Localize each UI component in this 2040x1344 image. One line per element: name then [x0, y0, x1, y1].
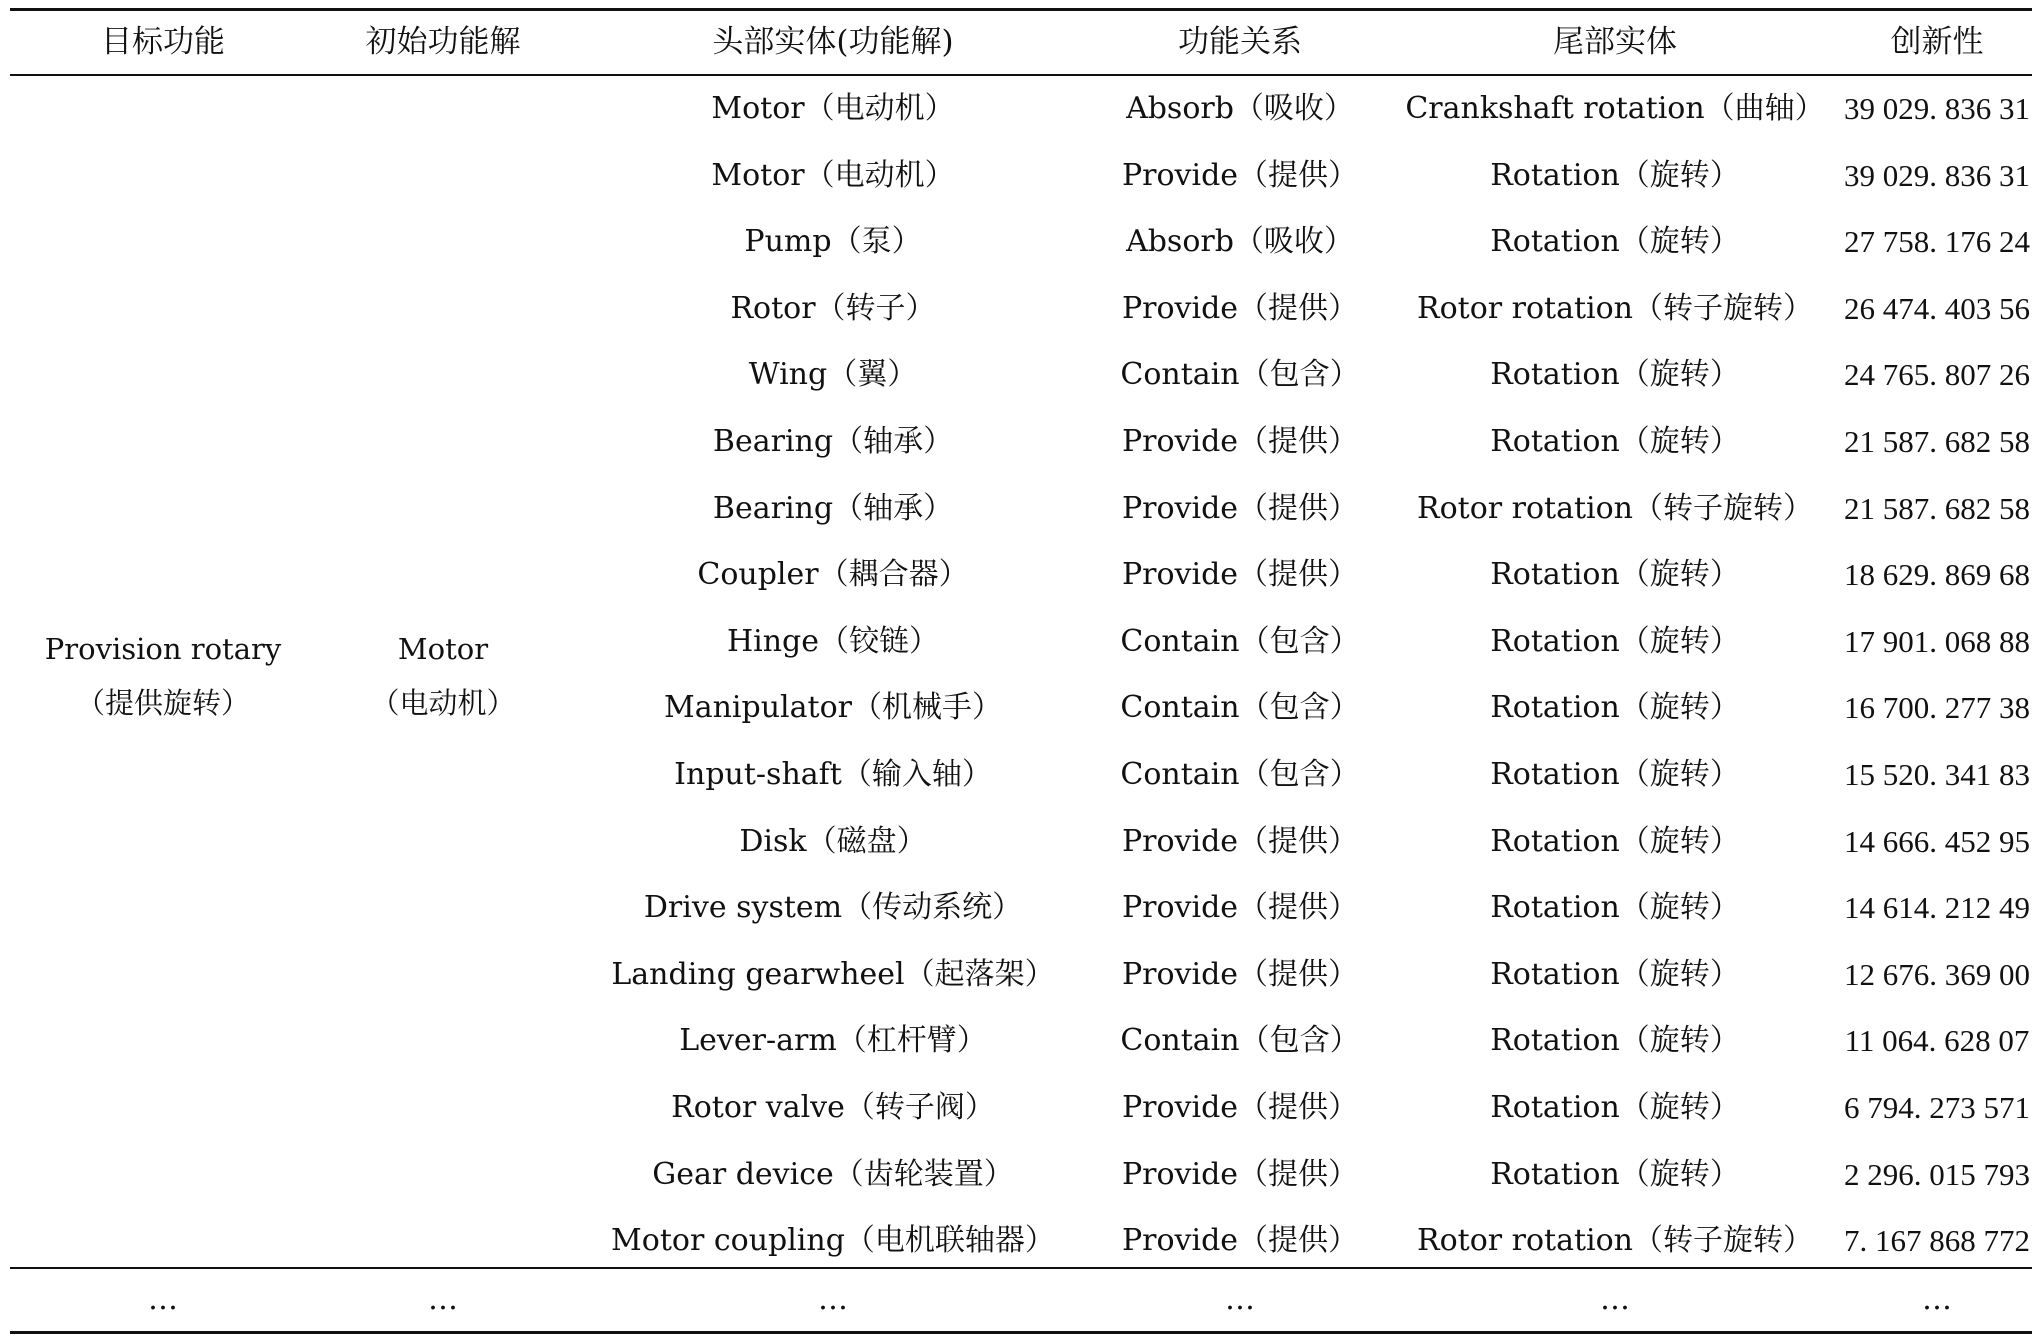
column-header: 初始功能解	[365, 24, 521, 60]
novelty-cell: 11 064. 628 07	[1844, 1023, 2030, 1059]
head-entity-cell: Rotor valve（转子阀）	[671, 1090, 995, 1125]
relation-cell: Provide（提供）	[1121, 1090, 1359, 1125]
tail-entity-cell: Rotation（旋转）	[1490, 690, 1740, 726]
novelty-cell: 2 296. 015 793	[1844, 1156, 2030, 1192]
ellipsis-cell: …	[428, 1282, 458, 1317]
relation-cell: Provide（提供）	[1121, 157, 1359, 193]
relation-cell: Contain（包含）	[1120, 1023, 1360, 1059]
head-entity-cell: Pump（泵）	[744, 224, 922, 260]
ellipsis-cell: …	[1922, 1282, 1952, 1317]
relation-cell: Absorb（吸收）	[1126, 91, 1354, 126]
tail-entity-cell: Rotation（旋转）	[1490, 757, 1740, 792]
head-entity-cell: Drive system（传动系统）	[643, 890, 1023, 926]
tail-entity-cell: Rotation（旋转）	[1490, 890, 1740, 926]
relation-cell: Provide（提供）	[1121, 290, 1359, 326]
head-entity-cell: Motor（电动机）	[711, 157, 955, 193]
head-entity-cell: Motor（电动机）	[711, 91, 955, 126]
novelty-cell: 6 794. 273 571	[1844, 1090, 2030, 1125]
relation-cell: Provide（提供）	[1121, 424, 1359, 459]
novelty-cell: 39 029. 836 31	[1844, 91, 2030, 126]
novelty-cell: 7. 167 868 772	[1844, 1223, 2030, 1259]
relation-cell: Contain（包含）	[1120, 757, 1360, 792]
head-entity-cell: Rotor（转子）	[730, 290, 936, 326]
head-entity-cell: Hinge（铰链）	[726, 623, 940, 659]
novelty-cell: 14 614. 212 49	[1844, 890, 2030, 926]
head-entity-cell: Bearing（轴承）	[712, 490, 954, 526]
tail-entity-cell: Rotation（旋转）	[1490, 823, 1740, 859]
column-header: 功能关系	[1178, 24, 1302, 60]
relation-cell: Provide（提供）	[1121, 490, 1359, 526]
head-entity-cell: Gear device（齿轮装置）	[652, 1156, 1014, 1192]
relation-cell: Provide（提供）	[1121, 956, 1359, 992]
head-entity-cell: Input-shaft（输入轴）	[674, 757, 992, 792]
novelty-cell: 21 587. 682 58	[1844, 424, 2030, 459]
tail-entity-cell: Rotation（旋转）	[1490, 157, 1740, 193]
tail-entity-cell: Rotor rotation（转子旋转）	[1416, 490, 1814, 526]
ellipsis-cell: …	[1225, 1282, 1255, 1317]
novelty-cell: 14 666. 452 95	[1844, 823, 2030, 859]
relation-cell: Contain（包含）	[1120, 690, 1360, 726]
relation-cell: Provide（提供）	[1121, 557, 1359, 593]
novelty-cell: 18 629. 869 68	[1844, 557, 2030, 593]
tail-entity-cell: Rotation（旋转）	[1490, 1156, 1740, 1192]
tail-entity-cell: Rotation（旋转）	[1490, 956, 1740, 992]
novelty-cell: 15 520. 341 83	[1844, 757, 2030, 792]
novelty-cell: 17 901. 068 88	[1844, 623, 2030, 659]
tail-entity-cell: Rotor rotation（转子旋转）	[1416, 290, 1814, 326]
head-entity-cell: Motor coupling（电机联轴器）	[611, 1223, 1055, 1259]
column-header: 头部实体(功能解)	[712, 24, 954, 60]
tail-entity-cell: Rotation（旋转）	[1490, 1090, 1740, 1125]
target-function-zh: （提供旋转）	[75, 686, 250, 720]
novelty-cell: 24 765. 807 26	[1844, 357, 2030, 393]
head-entity-cell: Bearing（轴承）	[712, 424, 954, 459]
tail-entity-cell: Rotation（旋转）	[1490, 424, 1740, 459]
relation-cell: Provide（提供）	[1121, 1223, 1359, 1259]
novelty-cell: 21 587. 682 58	[1844, 490, 2030, 526]
initial-solution-zh: （电动机）	[370, 686, 516, 720]
column-header: 创新性	[1890, 24, 1984, 60]
head-entity-cell: Disk（磁盘）	[739, 823, 927, 859]
head-entity-cell: Landing gearwheel（起落架）	[611, 956, 1055, 992]
top-rule	[10, 8, 2032, 11]
header-rule	[10, 74, 2032, 76]
ellipsis-cell: …	[1600, 1282, 1630, 1317]
tail-entity-cell: Crankshaft rotation（曲轴）	[1405, 91, 1825, 126]
bottom-rule	[10, 1331, 2032, 1334]
body-end-rule	[10, 1267, 2032, 1269]
target-function-en: Provision rotary	[44, 632, 282, 666]
tail-entity-cell: Rotation（旋转）	[1490, 224, 1740, 260]
initial-solution-cell	[370, 622, 515, 730]
head-entity-cell: Wing（翼）	[748, 357, 918, 393]
relation-cell: Provide（提供）	[1121, 890, 1359, 926]
novelty-cell: 39 029. 836 31	[1844, 157, 2030, 193]
head-entity-cell: Coupler（耦合器）	[697, 557, 969, 593]
tail-entity-cell: Rotation（旋转）	[1490, 557, 1740, 593]
ellipsis-cell: …	[818, 1282, 848, 1317]
column-header: 目标功能	[101, 24, 225, 60]
relation-cell: Provide（提供）	[1121, 1156, 1359, 1192]
column-header: 尾部实体	[1553, 24, 1677, 60]
ellipsis-cell: …	[148, 1282, 178, 1317]
relation-cell: Absorb（吸收）	[1126, 224, 1354, 260]
tail-entity-cell: Rotor rotation（转子旋转）	[1416, 1223, 1814, 1259]
tail-entity-cell: Rotation（旋转）	[1490, 623, 1740, 659]
relation-cell: Contain（包含）	[1120, 357, 1360, 393]
novelty-cell: 16 700. 277 38	[1844, 690, 2030, 726]
head-entity-cell: Lever-arm（杠杆臂）	[679, 1023, 987, 1059]
initial-solution-en: Motor	[397, 632, 489, 666]
target-function-cell	[45, 622, 282, 730]
relation-cell: Contain（包含）	[1120, 623, 1360, 659]
novelty-cell: 26 474. 403 56	[1844, 290, 2030, 326]
tail-entity-cell: Rotation（旋转）	[1490, 357, 1740, 393]
novelty-cell: 27 758. 176 24	[1844, 224, 2030, 260]
relation-cell: Provide（提供）	[1121, 823, 1359, 859]
head-entity-cell: Manipulator（机械手）	[664, 690, 1002, 726]
novelty-cell: 12 676. 369 00	[1844, 956, 2030, 992]
tail-entity-cell: Rotation（旋转）	[1490, 1023, 1740, 1059]
